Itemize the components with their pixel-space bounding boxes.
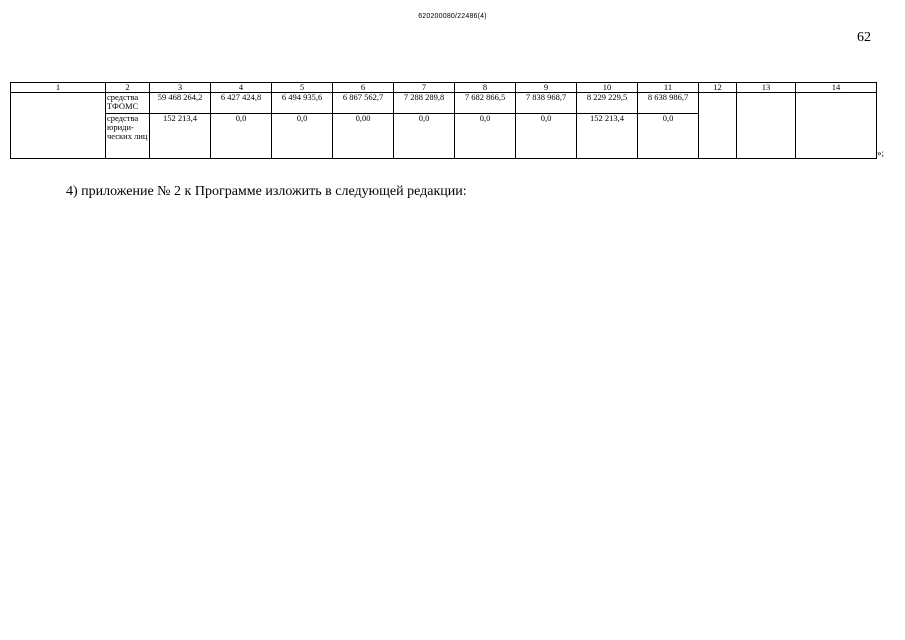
column-number: 7 (394, 83, 455, 93)
column-number: 5 (272, 83, 333, 93)
document-id: 620200080/22486(4) (418, 13, 487, 20)
value-cell: 0,0 (516, 114, 577, 159)
value-cell: 6 427 424,8 (211, 93, 272, 114)
value-cell: 0,0 (394, 114, 455, 159)
column-number: 10 (577, 83, 638, 93)
empty-cell (11, 93, 106, 159)
empty-cell (796, 93, 877, 159)
value-cell: 7 288 289,8 (394, 93, 455, 114)
column-number-row (11, 83, 877, 93)
value-cell: 152 213,4 (577, 114, 638, 159)
column-number: 3 (150, 83, 211, 93)
column-number: 4 (211, 83, 272, 93)
budget-table (10, 82, 877, 159)
value-cell: 0,0 (638, 114, 699, 159)
value-cell: 0,0 (455, 114, 516, 159)
empty-cell (699, 93, 737, 159)
table-row (11, 93, 877, 114)
funding-source: средства ТФОМС (106, 93, 150, 114)
column-number: 13 (737, 83, 796, 93)
column-number: 8 (455, 83, 516, 93)
value-cell: 152 213,4 (150, 114, 211, 159)
page-number: 62 (857, 30, 871, 45)
amendment-instruction: 4) приложение № 2 к Программе изложить в следующей редакции: (66, 184, 467, 199)
value-cell: 0,0 (272, 114, 333, 159)
value-cell: 6 494 935,6 (272, 93, 333, 114)
value-cell: 0,0 (211, 114, 272, 159)
value-cell: 59 468 264,2 (150, 93, 211, 114)
column-number: 9 (516, 83, 577, 93)
funding-source: средства юриди-ческих лиц (106, 114, 150, 159)
column-number: 14 (796, 83, 877, 93)
value-cell: 8 638 986,7 (638, 93, 699, 114)
closing-quote: »; (877, 148, 885, 158)
column-number: 1 (11, 83, 106, 93)
value-cell: 8 229 229,5 (577, 93, 638, 114)
value-cell: 7 682 866,5 (455, 93, 516, 114)
column-number: 11 (638, 83, 699, 93)
column-number: 12 (699, 83, 737, 93)
column-number: 2 (106, 83, 150, 93)
column-number: 6 (333, 83, 394, 93)
value-cell: 0,00 (333, 114, 394, 159)
value-cell: 7 838 968,7 (516, 93, 577, 114)
empty-cell (737, 93, 796, 159)
value-cell: 6 867 562,7 (333, 93, 394, 114)
